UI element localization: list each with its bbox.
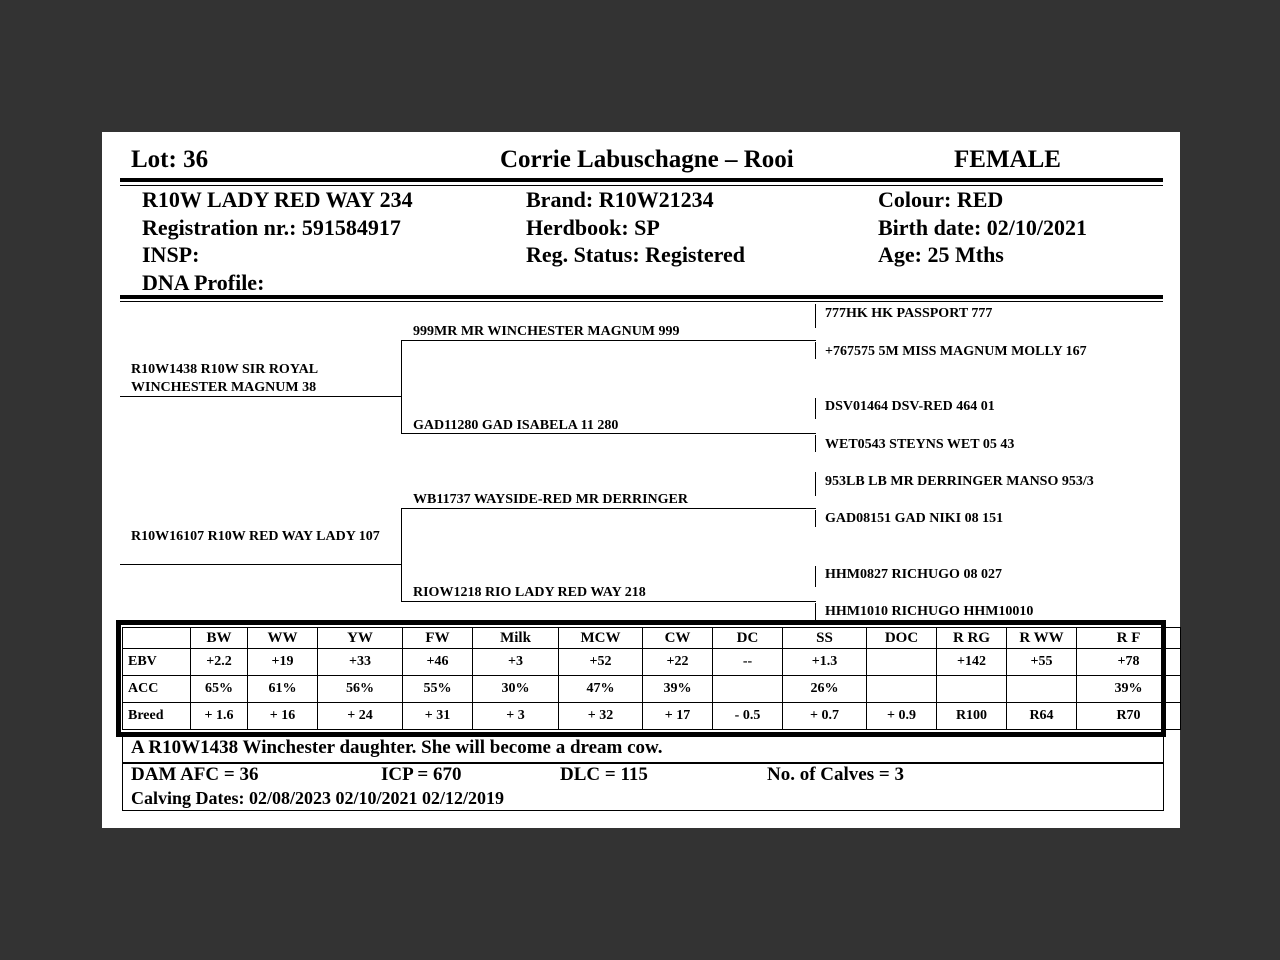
animal-name: R10W LADY RED WAY 234 bbox=[142, 187, 413, 212]
registration-number: Registration nr.: 591584917 bbox=[142, 214, 401, 240]
ebv-header-cell: DOC bbox=[867, 628, 937, 649]
ebv-header-cell: BW bbox=[191, 628, 248, 649]
insp-field: INSP: bbox=[142, 242, 200, 267]
breed-row bbox=[123, 703, 1181, 730]
remark-text: A R10W1438 Winchester daughter. She will become a dream cow. bbox=[131, 737, 663, 758]
ebv-header-cell: WW bbox=[248, 628, 318, 649]
dam-calves: No. of Calves = 3 bbox=[767, 764, 904, 785]
ebv-header-cell: SS bbox=[783, 628, 867, 649]
acc-cell: 65% bbox=[191, 676, 248, 703]
acc-cell: 26% bbox=[783, 676, 867, 703]
ebv-cell: +2.2 bbox=[191, 649, 248, 676]
ebv-header-cell: R F bbox=[1077, 628, 1181, 649]
ebv-row bbox=[123, 649, 1181, 676]
breed-row-label: Breed bbox=[123, 703, 191, 730]
sire-dam-line bbox=[401, 433, 816, 434]
ggp-bracket-2a bbox=[815, 398, 816, 419]
ebv-header-cell: Milk bbox=[473, 628, 559, 649]
ggp-2: +767575 5M MISS MAGNUM MOLLY 167 bbox=[825, 344, 1087, 359]
breed-cell: R70 bbox=[1077, 703, 1181, 730]
breed-cell: R100 bbox=[937, 703, 1007, 730]
ebv-header-cell bbox=[123, 628, 191, 649]
birth-date: Birth date: 02/10/2021 bbox=[878, 214, 1087, 240]
breed-cell: + 0.7 bbox=[783, 703, 867, 730]
breed-cell: + 3 bbox=[473, 703, 559, 730]
colour: Colour: RED bbox=[878, 187, 1004, 212]
ebv-cell: +33 bbox=[318, 649, 403, 676]
ggp-4: WET0543 STEYNS WET 05 43 bbox=[825, 437, 1015, 452]
sire-sire-line bbox=[401, 340, 816, 341]
info-col-1 bbox=[142, 186, 413, 296]
acc-cell: 56% bbox=[318, 676, 403, 703]
sire-line bbox=[120, 396, 401, 397]
sire-dam-name: GAD11280 GAD ISABELA 11 280 bbox=[413, 418, 619, 433]
reg-status: Reg. Status: Registered bbox=[526, 242, 745, 267]
ebv-row-label: EBV bbox=[123, 649, 191, 676]
ebv-cell: -- bbox=[713, 649, 783, 676]
dam-sire-line bbox=[401, 508, 816, 509]
ebv-header-cell: FW bbox=[403, 628, 473, 649]
lot-card bbox=[102, 132, 1180, 828]
ggp-8: HHM1010 RICHUGO HHM10010 bbox=[825, 604, 1034, 619]
dam-afc: DAM AFC = 36 bbox=[131, 764, 259, 785]
dam-dam-name: RIOW1218 RIO LADY RED WAY 218 bbox=[413, 585, 646, 600]
ebv-cell: +52 bbox=[559, 649, 643, 676]
seller-name: Corrie Labuschagne – Rooi bbox=[500, 146, 794, 173]
breed-cell: + 32 bbox=[559, 703, 643, 730]
ebv-header-cell: CW bbox=[643, 628, 713, 649]
breed-cell: - 0.5 bbox=[713, 703, 783, 730]
acc-cell: 39% bbox=[643, 676, 713, 703]
ggp-bracket-4a bbox=[815, 566, 816, 587]
breed-cell: + 1.6 bbox=[191, 703, 248, 730]
dam-icp: ICP = 670 bbox=[381, 764, 462, 785]
ggp-bracket-4b bbox=[815, 603, 816, 620]
ebv-cell: +55 bbox=[1007, 649, 1077, 676]
lot-number: Lot: 36 bbox=[131, 146, 209, 173]
acc-cell: 39% bbox=[1077, 676, 1181, 703]
herdbook: Herdbook: SP bbox=[526, 214, 660, 240]
acc-cell: 47% bbox=[559, 676, 643, 703]
ebv-cell: +19 bbox=[248, 649, 318, 676]
acc-row bbox=[123, 676, 1181, 703]
ggp-bracket-3a bbox=[815, 472, 816, 496]
dam-dlc: DLC = 115 bbox=[560, 764, 648, 785]
ggp-7: HHM0827 RICHUGO 08 027 bbox=[825, 567, 1002, 582]
ebv-cell: +22 bbox=[643, 649, 713, 676]
ebv-header-row bbox=[123, 628, 1181, 649]
acc-row-label: ACC bbox=[123, 676, 191, 703]
ggp-5: 953LB LB MR DERRINGER MANSO 953/3 bbox=[825, 474, 1094, 489]
ggp-bracket-1a bbox=[815, 304, 816, 328]
dam-name: R10W16107 R10W RED WAY LADY 107 bbox=[131, 529, 380, 544]
breed-cell: + 0.9 bbox=[867, 703, 937, 730]
calving-dates: Calving Dates: 02/08/2023 02/10/2021 02/12/2019 bbox=[131, 788, 504, 808]
dam-bracket bbox=[401, 508, 402, 602]
brand: Brand: R10W21234 bbox=[526, 187, 714, 212]
acc-cell: 30% bbox=[473, 676, 559, 703]
ggp-1: 777HK HK PASSPORT 777 bbox=[825, 306, 993, 321]
sex-label: FEMALE bbox=[954, 146, 1061, 173]
ggp-bracket-3b bbox=[815, 510, 816, 527]
ggp-3: DSV01464 DSV-RED 464 01 bbox=[825, 399, 995, 414]
breed-cell: + 16 bbox=[248, 703, 318, 730]
sire-bracket bbox=[401, 340, 402, 434]
acc-cell bbox=[1007, 676, 1077, 703]
dam-dam-line bbox=[401, 601, 816, 602]
acc-cell bbox=[713, 676, 783, 703]
breed-cell: + 24 bbox=[318, 703, 403, 730]
ebv-cell bbox=[867, 649, 937, 676]
ebv-table bbox=[122, 627, 1181, 730]
header-rule-thick bbox=[120, 178, 1163, 182]
ebv-header-cell: DC bbox=[713, 628, 783, 649]
ebv-cell: +142 bbox=[937, 649, 1007, 676]
sire-sire-name: 999MR MR WINCHESTER MAGNUM 999 bbox=[413, 324, 680, 339]
info-rule-thick bbox=[120, 295, 1163, 299]
ebv-cell: +46 bbox=[403, 649, 473, 676]
sire-name: R10W1438 R10W SIR ROYAL WINCHESTER MAGNUM 38 bbox=[131, 362, 318, 395]
info-rule-thin bbox=[120, 301, 1163, 302]
ebv-cell: +3 bbox=[473, 649, 559, 676]
acc-cell bbox=[867, 676, 937, 703]
age: Age: 25 Mths bbox=[878, 242, 1004, 267]
acc-cell: 55% bbox=[403, 676, 473, 703]
dam-line bbox=[120, 564, 401, 565]
ebv-header-cell: YW bbox=[318, 628, 403, 649]
ebv-header-cell: R RG bbox=[937, 628, 1007, 649]
ebv-cell: +78 bbox=[1077, 649, 1181, 676]
ggp-bracket-2b bbox=[815, 435, 816, 452]
acc-cell: 61% bbox=[248, 676, 318, 703]
info-col-3 bbox=[878, 186, 1087, 269]
dam-sire-name: WB11737 WAYSIDE-RED MR DERRINGER bbox=[413, 492, 688, 507]
info-col-2 bbox=[526, 186, 745, 269]
dna-profile: DNA Profile: bbox=[142, 269, 265, 295]
breed-cell: R64 bbox=[1007, 703, 1077, 730]
ebv-cell: +1.3 bbox=[783, 649, 867, 676]
ebv-header-cell: R WW bbox=[1007, 628, 1077, 649]
breed-cell: + 31 bbox=[403, 703, 473, 730]
ggp-6: GAD08151 GAD NIKI 08 151 bbox=[825, 511, 1004, 526]
breed-cell: + 17 bbox=[643, 703, 713, 730]
ebv-header-cell: MCW bbox=[559, 628, 643, 649]
acc-cell bbox=[937, 676, 1007, 703]
ggp-bracket-1b bbox=[815, 342, 816, 359]
